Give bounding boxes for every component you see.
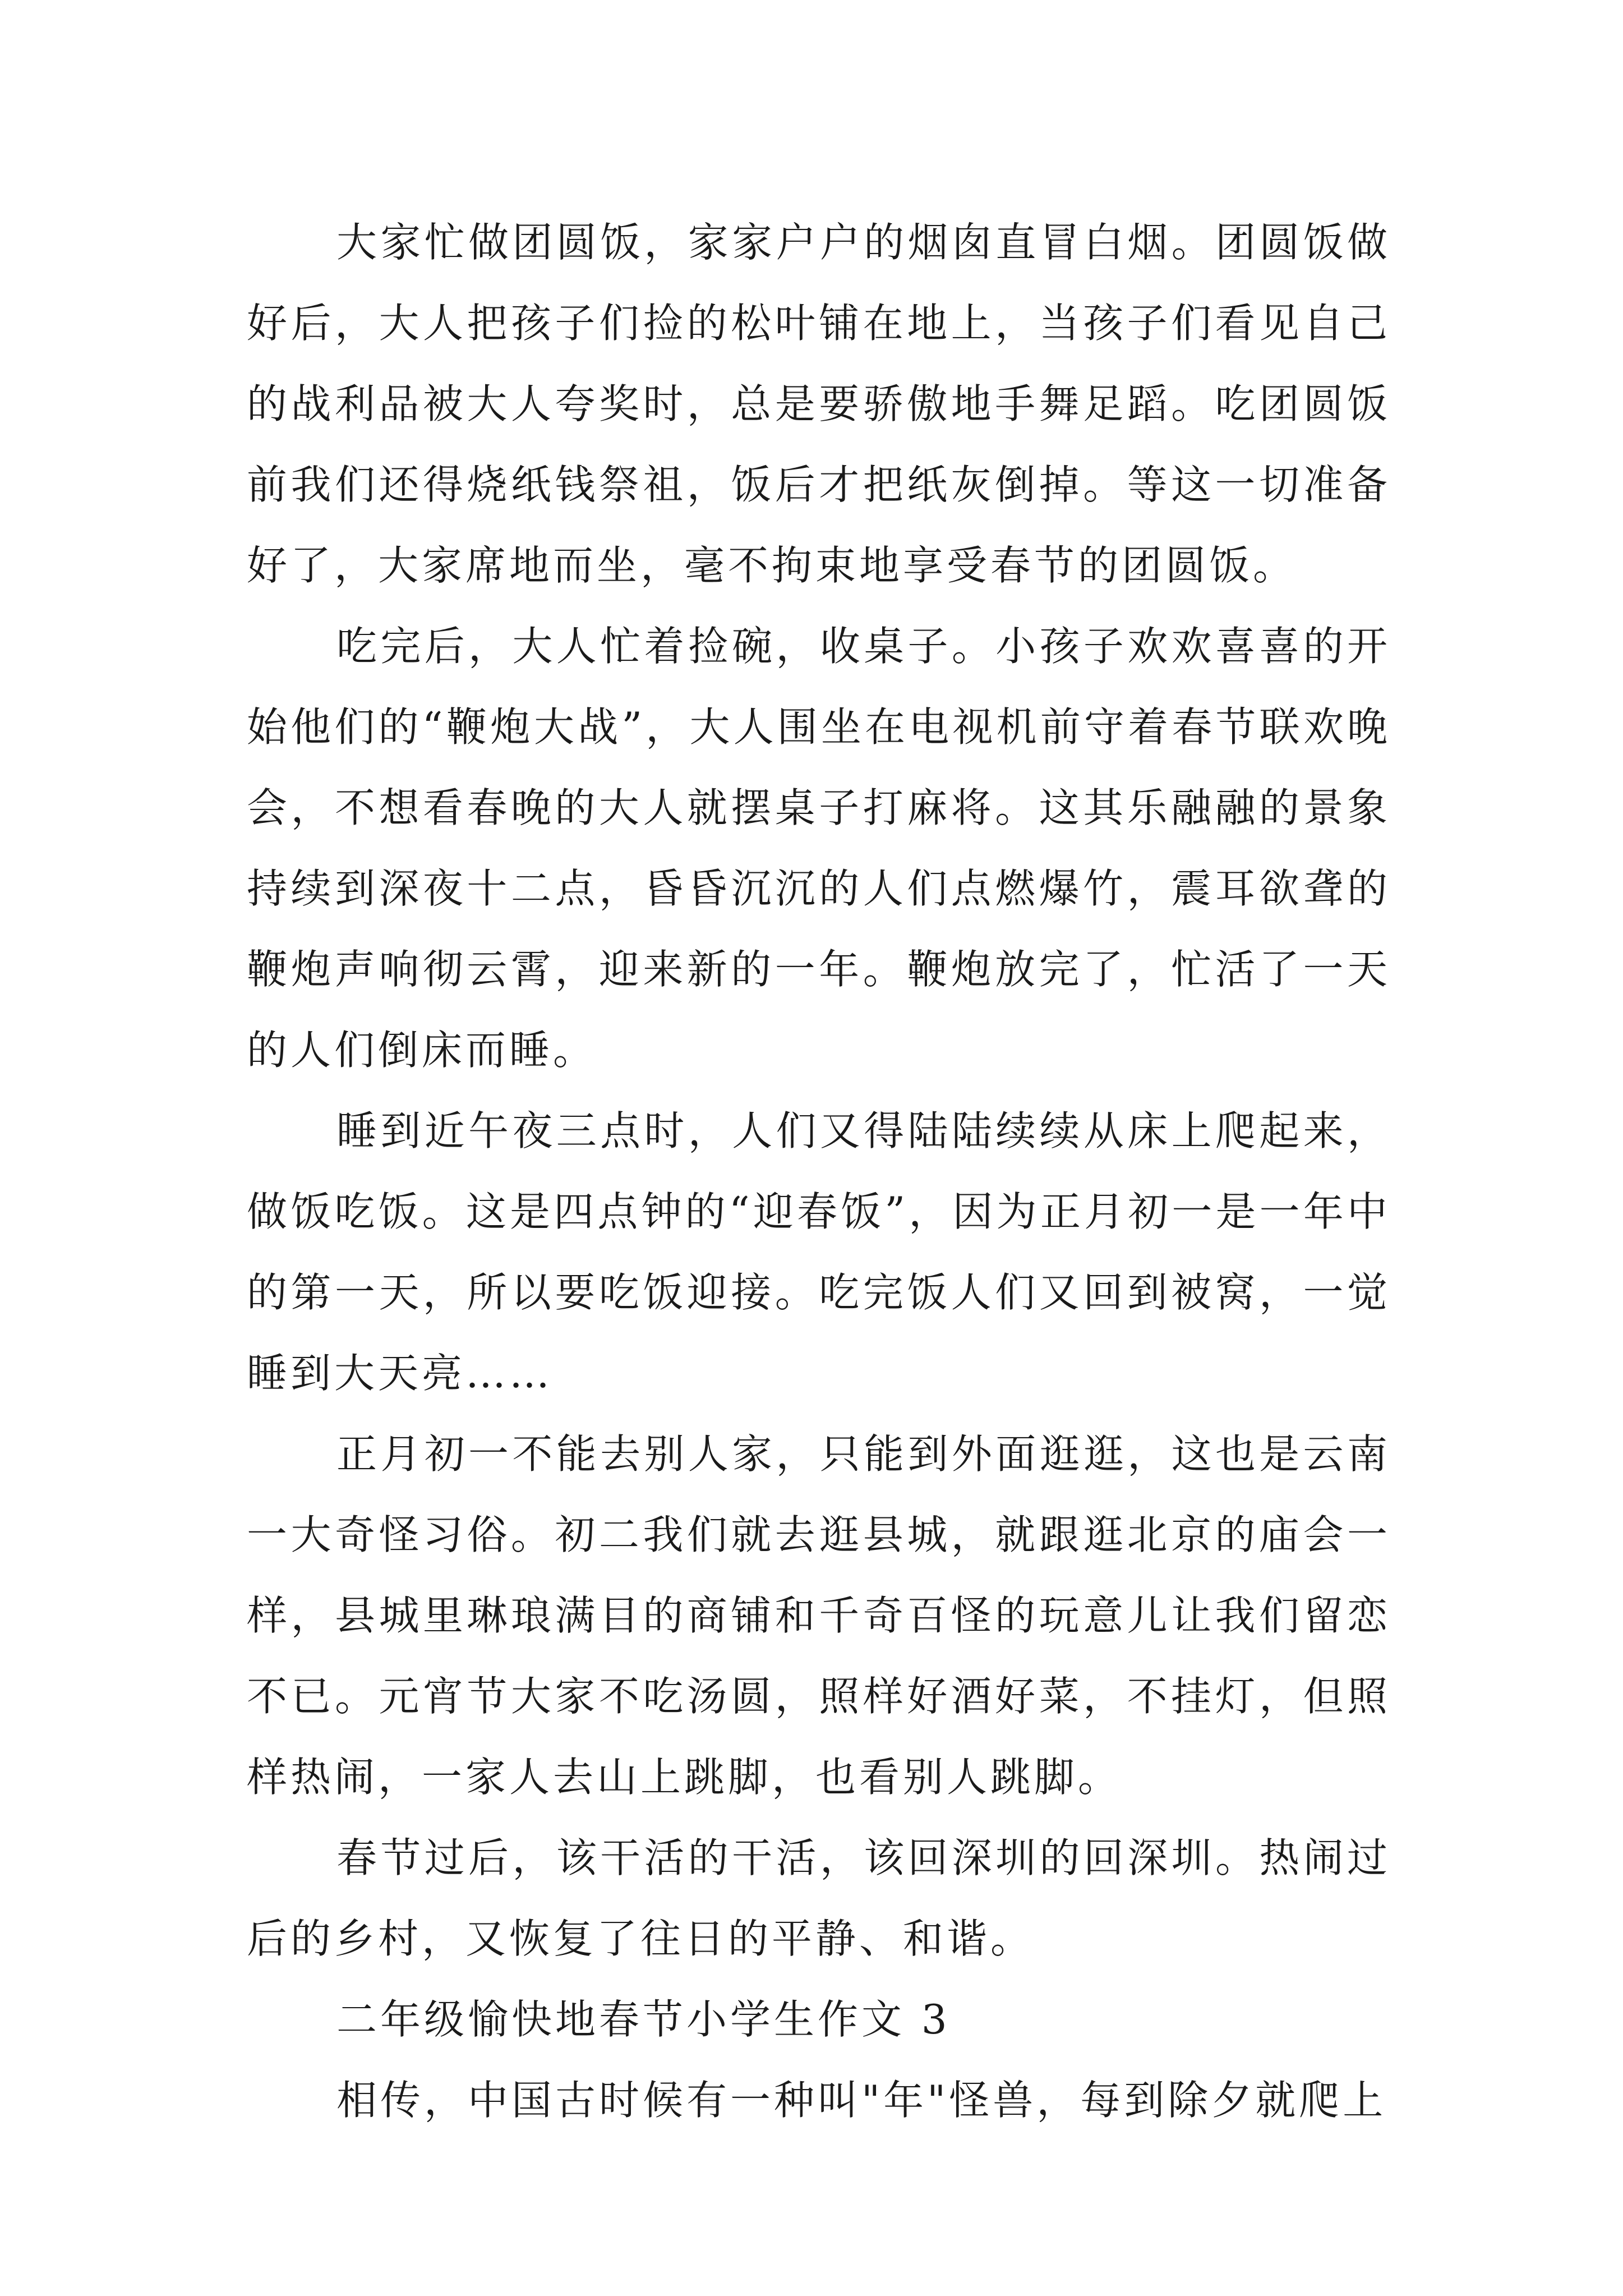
paragraph-reunion-dinner: 大家忙做团圆饭，家家户户的烟囱直冒白烟。团圆饭做好后，大人把孩子们捡的松叶铺在地上，当孩子们看见自己的战利品被大人夸奖时，总是要骄傲地手舞足蹈。吃团圆饭前我们还得烧纸钱祭祖，饭后才把纸灰倒掉。等这一切准备好了，大家席地而坐，毫不拘束地享受春节的团圆饭。 <box>247 219 1391 589</box>
essay-heading: 二年级愉快地春节小学生作文 3 <box>336 1996 951 2043</box>
paragraph-new-year-customs: 正月初一不能去别人家，只能到外面逛逛，这也是云南一大奇怪习俗。初二我们就去逛县城，就跟逛北京的庙会一样，县城里琳琅满目的商铺和千奇百怪的玩意儿让我们留恋不已。元宵节大家不吃汤圆，照样好酒好菜，不挂灯，但照样热闹，一家人去山上跳脚，也看别人跳脚。 <box>247 1430 1391 1801</box>
paragraph-spring-meal: 睡到近午夜三点时，人们又得陆陆续续从床上爬起来，做饭吃饭。这是四点钟的“迎春饭”，因为正月初一是一年中的第一天，所以要吃饭迎接。吃完饭人们又回到被窝，一觉睡到大天亮…… <box>247 1107 1391 1397</box>
paragraph-after-festival: 春节过后，该干活的干活，该回深圳的回深圳。热闹过后的乡村，又恢复了往日的平静、和谐。 <box>247 1834 1391 1962</box>
document-body <box>247 202 1391 2141</box>
paragraph-firecracker-night: 吃完后，大人忙着捡碗，收桌子。小孩子欢欢喜喜的开始他们的“鞭炮大战”，大人围坐在电视机前守着春节联欢晚会，不想看春晚的大人就摆桌子打麻将。这其乐融融的景象持续到深夜十二点，昏昏沉沉的人们点燃爆竹，震耳欲聋的鞭炮声响彻云霄，迎来新的一年。鞭炮放完了，忙活了一天的人们倒床而睡。 <box>247 623 1391 1074</box>
paragraph-legend-nian: 相传，中国古时候有一种叫"年"怪兽，每到除夕就爬上 <box>336 2077 1387 2124</box>
